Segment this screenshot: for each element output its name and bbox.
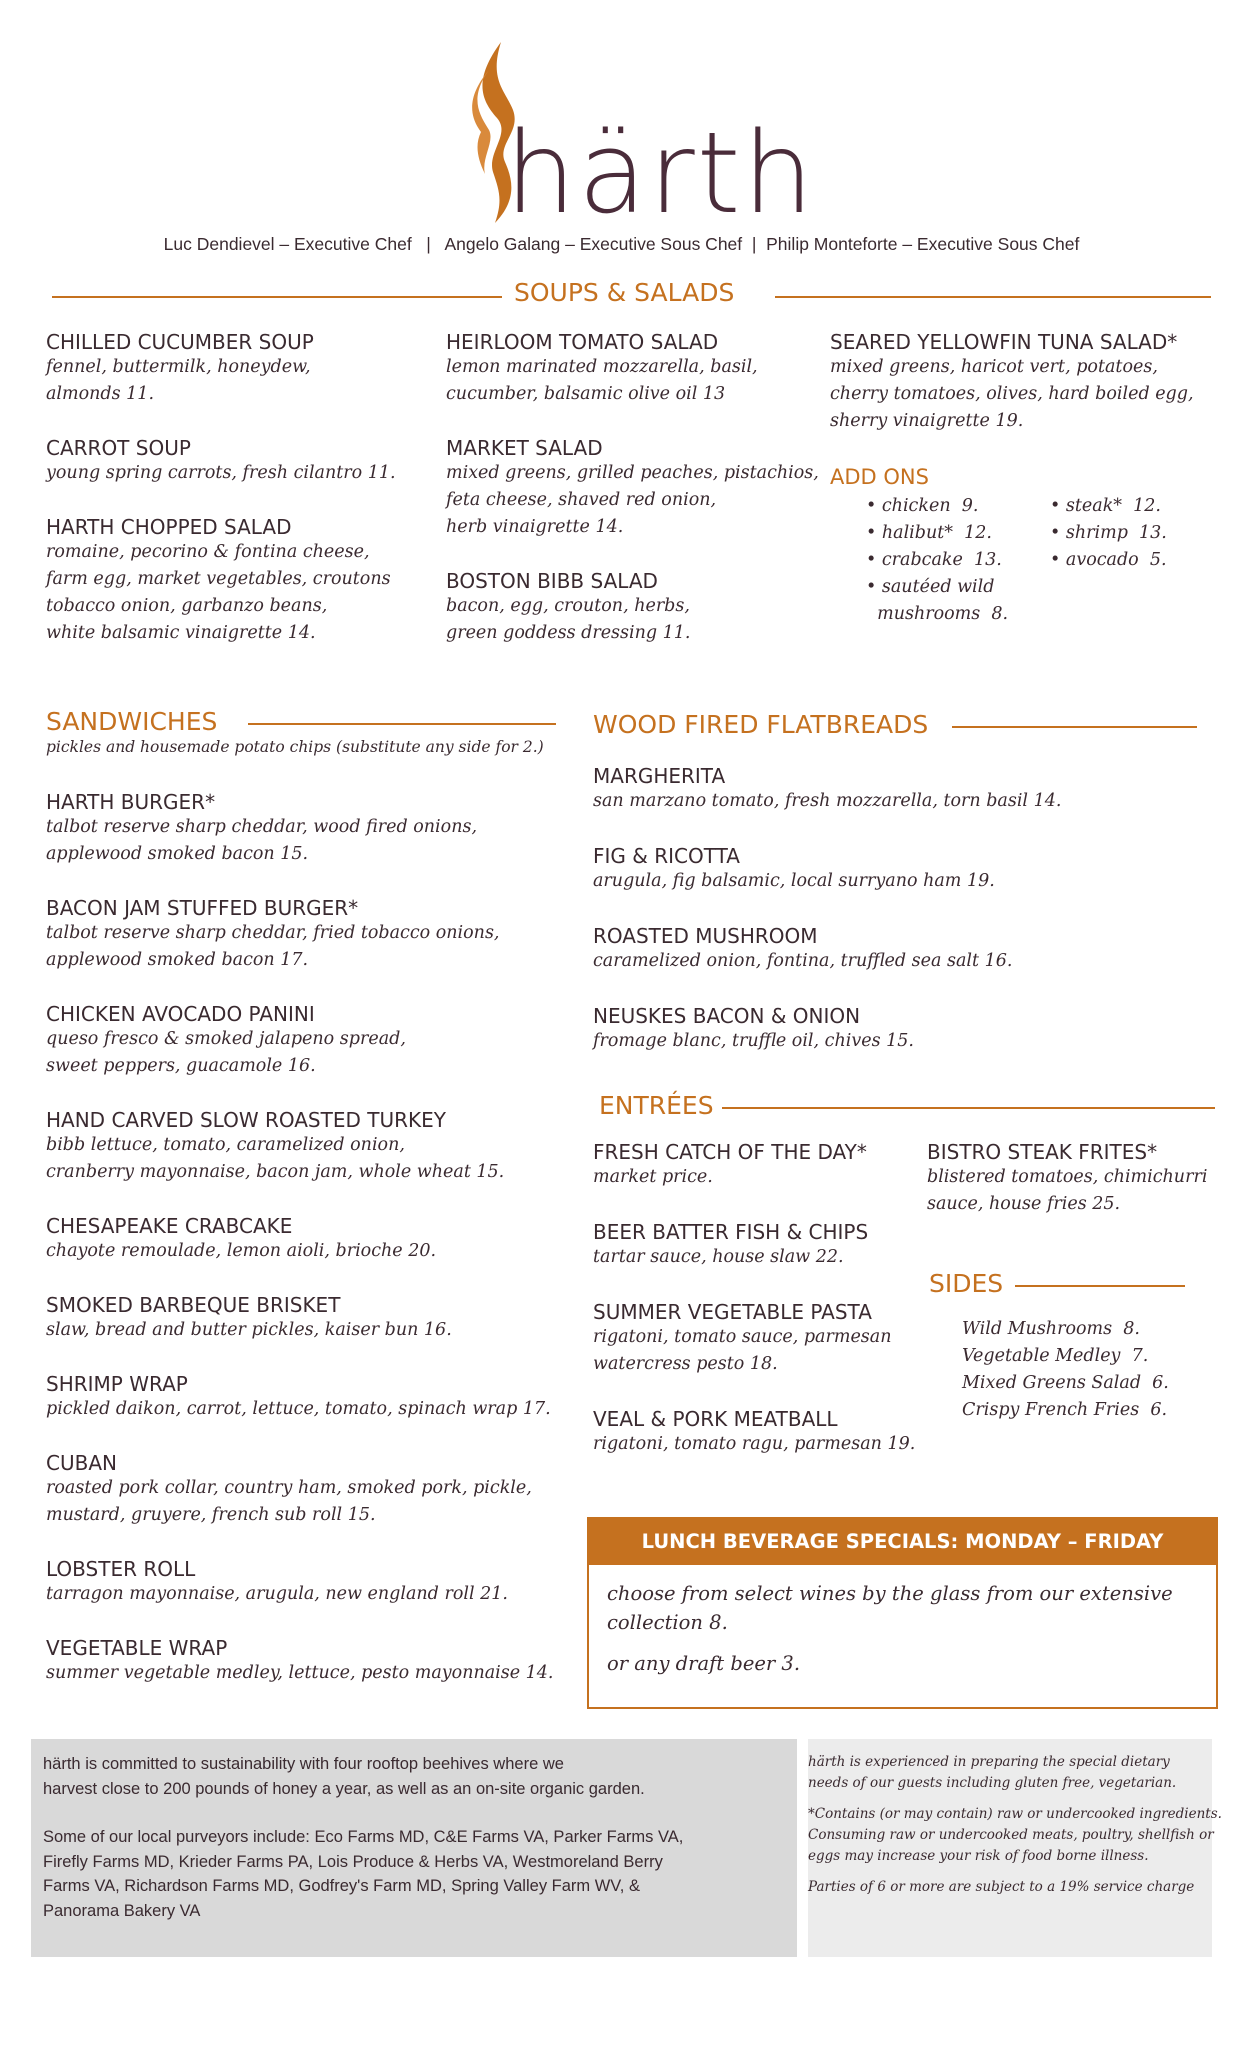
menu-item bbox=[46, 515, 436, 647]
dietary-disclaimer bbox=[808, 1739, 1222, 1957]
add-ons-left bbox=[866, 493, 1008, 628]
menu-item-description bbox=[46, 354, 436, 408]
description-line: tobacco onion, garbanzo beans, bbox=[46, 596, 328, 616]
soups-rule-left bbox=[52, 296, 502, 298]
flatbreads-rule bbox=[952, 726, 1197, 728]
description-line: tartar sauce, house slaw 22. bbox=[593, 1247, 844, 1267]
description-line: queso fresco & smoked jalapeno spread, bbox=[46, 1029, 406, 1049]
description-line: sherry vinaigrette 19. bbox=[830, 411, 1024, 431]
entrees-rule bbox=[722, 1107, 1215, 1109]
soups-column-3 bbox=[830, 330, 1220, 463]
beverage-beer-line: or any draft beer 3. bbox=[607, 1652, 801, 1675]
description-line: watercress pesto 18. bbox=[593, 1354, 778, 1374]
menu-item bbox=[446, 436, 826, 541]
menu-item-description bbox=[593, 868, 1213, 895]
menu-item-name: LOBSTER ROLL bbox=[46, 1557, 196, 1581]
menu-item-description bbox=[46, 1026, 576, 1080]
beverage-specials-title: LUNCH BEVERAGE SPECIALS: MONDAY – FRIDAY bbox=[589, 1519, 1216, 1565]
menu-item-description bbox=[46, 539, 436, 647]
description-line: summer vegetable medley, lettuce, pesto mayonnaise 14. bbox=[46, 1663, 554, 1683]
description-line: green goddess dressing 11. bbox=[446, 623, 691, 643]
description-line: mustard, gruyere, french sub roll 15. bbox=[46, 1505, 376, 1525]
add-on-item: mushrooms 8. bbox=[866, 604, 1009, 624]
soups-column-1 bbox=[46, 330, 436, 675]
sides-rule bbox=[1015, 1285, 1185, 1287]
description-line: almonds 11. bbox=[46, 384, 155, 404]
disclaimer-line: *Contains (or may contain) raw or undercooked ingredients. bbox=[808, 1806, 1222, 1822]
add-on-item: • steak* 12. bbox=[1050, 496, 1161, 516]
menu-item-name: BOSTON BIBB SALAD bbox=[446, 569, 658, 593]
add-on-item: • chicken 9. bbox=[866, 496, 979, 516]
menu-item-name: SUMMER VEGETABLE PASTA bbox=[593, 1300, 872, 1324]
menu-item-description bbox=[927, 1164, 1217, 1218]
description-line: market price. bbox=[593, 1167, 713, 1187]
logo-wordmark: härth bbox=[505, 109, 816, 239]
menu-item-description bbox=[830, 354, 1220, 435]
sustainability-note bbox=[31, 1739, 797, 1957]
description-line: cucumber, balsamic olive oil 13 bbox=[446, 384, 726, 404]
menu-item-name: CHESAPEAKE CRABCAKE bbox=[46, 1214, 293, 1238]
description-line: slaw, bread and butter pickles, kaiser bun 16. bbox=[46, 1320, 452, 1340]
menu-item bbox=[46, 1002, 576, 1080]
side-item: Mixed Greens Salad 6. bbox=[962, 1373, 1169, 1393]
side-item: Vegetable Medley 7. bbox=[962, 1346, 1149, 1366]
menu-item bbox=[593, 924, 1213, 975]
description-line: roasted pork collar, country ham, smoked pork, pickle, bbox=[46, 1478, 532, 1498]
description-line: fromage blanc, truffle oil, chives 15. bbox=[593, 1031, 914, 1051]
menu-item-name: BEER BATTER FISH & CHIPS bbox=[593, 1220, 869, 1244]
description-line: talbot reserve sharp cheddar, wood fired onions, bbox=[46, 817, 478, 837]
description-line: blistered tomatoes, chimichurri bbox=[927, 1167, 1208, 1187]
description-line: lemon marinated mozzarella, basil, bbox=[446, 357, 758, 377]
menu-item-name: CHICKEN AVOCADO PANINI bbox=[46, 1002, 315, 1026]
add-on-item: • halibut* 12. bbox=[866, 523, 992, 543]
disclaimer-line bbox=[808, 1867, 1202, 1877]
menu-item-description bbox=[446, 593, 826, 647]
menu-item bbox=[593, 1140, 923, 1191]
description-line: rigatoni, tomato sauce, parmesan bbox=[593, 1327, 892, 1347]
menu-item-description bbox=[446, 354, 826, 408]
menu-item-name: FRESH CATCH OF THE DAY* bbox=[593, 1140, 867, 1164]
beverage-specials-box bbox=[587, 1517, 1218, 1709]
menu-item-name: MARKET SALAD bbox=[446, 436, 603, 460]
soups-salads-title: SOUPS & SALADS bbox=[514, 278, 735, 307]
menu-item-name: BISTRO STEAK FRITES* bbox=[927, 1140, 1158, 1164]
add-on-item: • shrimp 13. bbox=[1050, 523, 1167, 543]
side-item: Wild Mushrooms 8. bbox=[962, 1319, 1140, 1339]
menu-item bbox=[446, 330, 826, 408]
flatbreads-list bbox=[593, 764, 1213, 1084]
description-line: sauce, house fries 25. bbox=[927, 1194, 1121, 1214]
description-line: applewood smoked bacon 17. bbox=[46, 950, 309, 970]
menu-item-name: VEAL & PORK MEATBALL bbox=[593, 1407, 838, 1431]
menu-item bbox=[46, 1293, 576, 1344]
menu-item-name: MARGHERITA bbox=[593, 764, 726, 788]
sandwiches-list bbox=[46, 790, 576, 1715]
menu-item bbox=[46, 1636, 576, 1687]
disclaimer-line bbox=[808, 1794, 1202, 1804]
sandwiches-rule bbox=[248, 723, 556, 725]
beverage-wine-line: choose from select wines by the glass from our extensive bbox=[607, 1582, 1173, 1605]
menu-item bbox=[46, 436, 436, 487]
footer-line: härth is committed to sustainability with four rooftop beehives where we bbox=[43, 1755, 564, 1773]
menu-item-name: HARTH CHOPPED SALAD bbox=[46, 515, 292, 539]
menu-item-name: CARROT SOUP bbox=[46, 436, 191, 460]
description-line: herb vinaigrette 14. bbox=[446, 517, 624, 537]
menu-item-name: CHILLED CUCUMBER SOUP bbox=[46, 330, 314, 354]
footer-line: Some of our local purveyors include: Eco Farms MD, C&E Farms VA, Parker Farms VA, bbox=[43, 1828, 684, 1846]
footer-line: Farms VA, Richardson Farms MD, Godfrey's Farm MD, Spring Valley Farm WV, & bbox=[43, 1877, 640, 1895]
menu-item bbox=[593, 1220, 923, 1271]
menu-item-description bbox=[593, 1164, 923, 1191]
menu-item-name: FIG & RICOTTA bbox=[593, 844, 740, 868]
menu-item-name: NEUSKES BACON & ONION bbox=[593, 1004, 861, 1028]
menu-item-description bbox=[593, 1028, 1213, 1055]
description-line: farm egg, market vegetables, croutons bbox=[46, 569, 391, 589]
menu-item-description bbox=[446, 460, 826, 541]
menu-item-description bbox=[46, 1396, 576, 1423]
menu-item-description bbox=[46, 920, 576, 974]
description-line: mixed greens, grilled peaches, pistachios, bbox=[446, 463, 819, 483]
menu-item-name: SEARED YELLOWFIN TUNA SALAD* bbox=[830, 330, 1178, 354]
disclaimer-line: härth is experienced in preparing the special dietary bbox=[808, 1754, 1170, 1770]
menu-item-name: ROASTED MUSHROOM bbox=[593, 924, 818, 948]
menu-item bbox=[46, 1451, 576, 1529]
footer-line bbox=[43, 1801, 785, 1825]
footer-line: Firefly Farms MD, Krieder Farms PA, Lois Produce & Herbs VA, Westmoreland Berry bbox=[43, 1852, 663, 1871]
menu-item-name: SHRIMP WRAP bbox=[46, 1372, 188, 1396]
menu-item bbox=[593, 1407, 923, 1458]
chef-credits: Luc Dendievel – Executive Chef | Angelo Galang – Executive Sous Chef | Philip Monteforte – Executive Sous Chef bbox=[163, 234, 1080, 254]
menu-item-name: VEGETABLE WRAP bbox=[46, 1636, 228, 1660]
menu-item-description bbox=[46, 814, 576, 868]
menu-item-description bbox=[593, 948, 1213, 975]
menu-item-description bbox=[46, 1581, 576, 1608]
menu-item bbox=[46, 330, 436, 408]
disclaimer-line: Consuming raw or undercooked meats, poultry, shellfish or bbox=[808, 1827, 1214, 1843]
description-line: tarragon mayonnaise, arugula, new england roll 21. bbox=[46, 1584, 508, 1604]
menu-item bbox=[593, 1300, 923, 1378]
disclaimer-line: needs of our guests including gluten free, vegetarian. bbox=[808, 1775, 1177, 1791]
footer-line: harvest close to 200 pounds of honey a year, as well as an on-site organic garden. bbox=[43, 1779, 645, 1798]
sandwiches-title: SANDWICHES bbox=[46, 707, 218, 736]
add-on-item: • crabcake 13. bbox=[866, 550, 1002, 570]
add-ons-title: ADD ONS bbox=[830, 465, 929, 489]
menu-item bbox=[46, 1372, 576, 1423]
side-item: Crispy French Fries 6. bbox=[962, 1400, 1168, 1420]
description-line: cherry tomatoes, olives, hard boiled egg, bbox=[830, 384, 1194, 404]
description-line: pickled daikon, carrot, lettuce, tomato, spinach wrap 17. bbox=[46, 1399, 551, 1419]
menu-item-name: HARTH BURGER* bbox=[46, 790, 216, 814]
menu-item bbox=[593, 844, 1213, 895]
beverage-wine-price: collection 8. bbox=[607, 1611, 728, 1634]
sides-title: SIDES bbox=[929, 1269, 1004, 1298]
menu-item bbox=[446, 569, 826, 647]
menu-item bbox=[593, 1004, 1213, 1055]
footer-line: Panorama Bakery VA bbox=[43, 1901, 201, 1920]
menu-item bbox=[927, 1140, 1217, 1218]
description-line: young spring carrots, fresh cilantro 11. bbox=[46, 463, 396, 483]
disclaimer-line: eggs may increase your risk of food borne illness. bbox=[808, 1848, 1149, 1864]
description-line: cranberry mayonnaise, bacon jam, whole wheat 15. bbox=[46, 1162, 505, 1182]
menu-item-description bbox=[46, 460, 436, 487]
description-line: fennel, buttermilk, honeydew, bbox=[46, 357, 311, 377]
menu-item-name: BACON JAM STUFFED BURGER* bbox=[46, 896, 359, 920]
menu-item bbox=[593, 764, 1213, 815]
menu-item-description bbox=[46, 1475, 576, 1529]
description-line: chayote remoulade, lemon aioli, brioche 20. bbox=[46, 1241, 437, 1261]
disclaimer-line: Parties of 6 or more are subject to a 19% service charge bbox=[808, 1879, 1195, 1895]
add-on-item: • sautéed wild bbox=[866, 577, 995, 597]
menu-item bbox=[46, 1108, 576, 1186]
sandwiches-subtitle: pickles and housemade potato chips (substitute any side for 2.) bbox=[46, 738, 544, 756]
flatbreads-title: WOOD FIRED FLATBREADS bbox=[593, 710, 929, 739]
description-line: arugula, fig balsamic, local surryano ham 19. bbox=[593, 871, 995, 891]
menu-item-name: SMOKED BARBEQUE BRISKET bbox=[46, 1293, 341, 1317]
menu-item-description bbox=[593, 1324, 923, 1378]
description-line: mixed greens, haricot vert, potatoes, bbox=[830, 357, 1158, 377]
description-line: applewood smoked bacon 15. bbox=[46, 844, 309, 864]
menu-item bbox=[830, 330, 1220, 435]
description-line: san marzano tomato, fresh mozzarella, torn basil 14. bbox=[593, 791, 1062, 811]
menu-item bbox=[46, 1557, 576, 1608]
entrees-right-list bbox=[927, 1140, 1217, 1247]
soups-rule-right bbox=[775, 296, 1211, 298]
menu-item-description bbox=[46, 1132, 576, 1186]
menu-item bbox=[46, 1214, 576, 1265]
description-line: bibb lettuce, tomato, caramelized onion, bbox=[46, 1135, 405, 1155]
description-line: romaine, pecorino & fontina cheese, bbox=[46, 542, 370, 562]
menu-item-description bbox=[46, 1660, 576, 1687]
entrees-left-list bbox=[593, 1140, 923, 1487]
menu-item bbox=[46, 790, 576, 868]
menu-item-name: CUBAN bbox=[46, 1451, 117, 1475]
menu-item-name: HAND CARVED SLOW ROASTED TURKEY bbox=[46, 1108, 446, 1132]
menu-item-description bbox=[593, 1431, 923, 1458]
sides-list bbox=[962, 1316, 1169, 1424]
description-line: caramelized onion, fontina, truffled sea salt 16. bbox=[593, 951, 1013, 971]
description-line: sweet peppers, guacamole 16. bbox=[46, 1056, 316, 1076]
description-line: feta cheese, shaved red onion, bbox=[446, 490, 717, 510]
description-line: bacon, egg, crouton, herbs, bbox=[446, 596, 690, 616]
add-on-item: • avocado 5. bbox=[1050, 550, 1167, 570]
menu-item-description bbox=[46, 1238, 576, 1265]
soups-column-2 bbox=[446, 330, 826, 675]
menu-item-name: HEIRLOOM TOMATO SALAD bbox=[446, 330, 719, 354]
description-line: white balsamic vinaigrette 14. bbox=[46, 623, 316, 643]
menu-item-description bbox=[46, 1317, 576, 1344]
menu-item-description bbox=[593, 1244, 923, 1271]
add-ons-right bbox=[1050, 493, 1167, 574]
description-line: rigatoni, tomato ragu, parmesan 19. bbox=[593, 1434, 916, 1454]
entrees-title: ENTRÉES bbox=[599, 1091, 714, 1120]
menu-item bbox=[46, 896, 576, 974]
description-line: talbot reserve sharp cheddar, fried tobacco onions, bbox=[46, 923, 500, 943]
menu-item-description bbox=[593, 788, 1213, 815]
